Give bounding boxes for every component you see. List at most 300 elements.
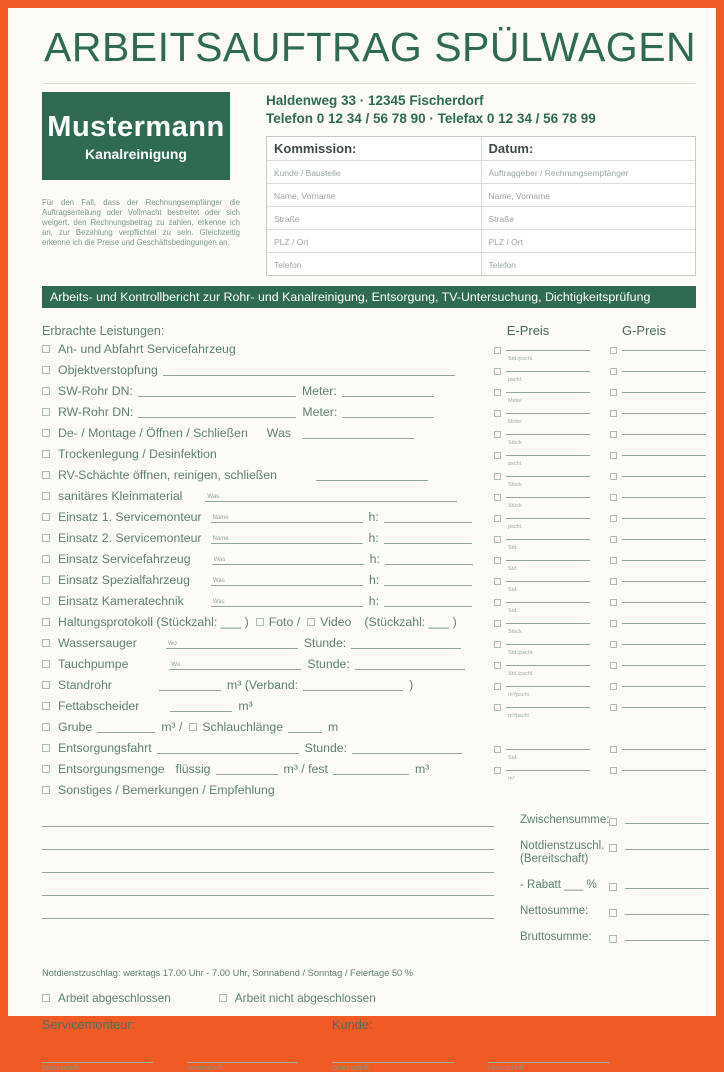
e-preis-checkbox[interactable] [494,389,501,396]
e-preis-line[interactable] [506,560,590,561]
g-preis-line[interactable] [622,476,706,477]
e-preis-cell [494,470,598,488]
e-preis-checkbox[interactable] [494,746,501,753]
e-preis-checkbox[interactable] [494,767,501,774]
kommission-header: Kommission: [274,141,357,156]
e-preis-checkbox[interactable] [494,494,501,501]
g-preis-checkbox[interactable] [610,389,617,396]
e-preis-cell [494,344,598,362]
write-in-line[interactable] [212,552,364,565]
service-row-left [42,762,494,776]
summary-label: Nettosumme: [520,905,589,917]
unit-label: m³ [508,775,515,782]
summary-amount-line[interactable] [625,931,709,941]
write-in-line[interactable] [351,636,461,649]
service-row [42,611,696,635]
service-checkbox[interactable] [42,534,50,542]
e-preis-line[interactable] [506,749,590,750]
table-field[interactable] [481,207,696,229]
write-in-line[interactable] [384,594,472,607]
write-in-line[interactable] [157,741,299,754]
table-field[interactable] [267,253,481,275]
g-preis-line[interactable] [622,560,706,561]
write-in-line[interactable] [159,678,221,691]
summary-label: Zwischensumme: [520,814,610,826]
signature-kunde-druckschrift[interactable] [332,1062,454,1072]
e-preis-line[interactable] [506,644,590,645]
row-label: flüssig [175,761,211,776]
service-row [42,359,696,383]
row-label: h: [368,572,380,587]
unit-label: Meter [508,418,523,425]
g-preis-line[interactable] [622,434,706,435]
write-in-line[interactable] [205,489,457,502]
e-preis-line[interactable] [506,602,590,603]
field-hint-label: Name [212,536,229,542]
service-checkbox[interactable] [42,450,50,458]
e-preis-line[interactable] [506,539,590,540]
g-preis-cell [610,617,714,627]
g-preis-line[interactable] [622,686,706,687]
write-in-line[interactable] [333,762,409,775]
e-preis-line[interactable] [506,686,590,687]
e-preis-line[interactable] [506,623,590,624]
e-preis-line[interactable] [506,665,590,666]
field-hint-label: Was [212,578,225,584]
write-in-line[interactable] [211,531,363,544]
g-preis-checkbox[interactable] [610,641,617,648]
summary-checkbox[interactable] [609,909,617,917]
service-checkbox[interactable] [42,618,50,626]
g-preis-cell [610,701,714,711]
table-row [267,252,695,275]
write-in-line[interactable] [384,531,472,544]
service-checkbox[interactable] [42,765,50,773]
remarks-line[interactable] [42,827,494,850]
write-in-line[interactable] [138,384,296,397]
e-preis-line[interactable] [506,770,590,771]
write-in-line[interactable] [302,426,414,439]
g-preis-checkbox[interactable] [610,347,617,354]
row-label: Foto / [268,614,301,629]
g-preis-checkbox[interactable] [610,704,617,711]
e-preis-cell [494,596,598,614]
report-banner: Arbeits- und Kontrollbericht zur Rohr- und Kanalreinigung, Entsorgung, TV-Untersuchung, Dichtigkeitsprüfung [42,286,696,308]
remarks-line[interactable] [42,850,494,873]
company-phone: Telefon 0 12 34 / 56 78 90 · Telefax 0 12 34 / 56 78 99 [266,111,596,126]
e-preis-checkbox[interactable] [494,599,501,606]
table-field[interactable] [267,184,481,206]
druckschrift-label: Druckschrift [332,1065,369,1072]
write-in-line[interactable] [166,636,298,649]
remarks-line[interactable] [42,804,494,827]
service-row-left [42,426,494,440]
summary-checkbox[interactable] [609,883,617,891]
service-row-left [42,363,494,377]
service-checkbox[interactable] [42,555,50,563]
g-preis-cell [610,680,714,690]
g-preis-line[interactable] [622,539,706,540]
summary-checkbox[interactable] [609,935,617,943]
row-label: Schlauchlänge [202,719,284,734]
service-row-left [42,615,494,629]
service-row-left [42,384,494,398]
e-preis-line[interactable] [506,581,590,582]
e-preis-line[interactable] [506,392,590,393]
g-preis-checkbox[interactable] [610,599,617,606]
write-in-line[interactable] [288,720,322,733]
e-preis-checkbox[interactable] [494,431,501,438]
g-preis-cell [610,596,714,606]
e-preis-line[interactable] [506,413,590,414]
table-field[interactable] [481,253,696,275]
g-preis-checkbox[interactable] [610,683,617,690]
field-hint-label: Wo [167,641,177,647]
table-field[interactable] [481,230,696,252]
service-checkbox[interactable] [42,723,50,731]
field-label: Telefon [488,260,516,270]
label-arbeit-nicht-abgeschlossen: Arbeit nicht abgeschlossen [234,991,376,1005]
service-row-left [42,657,494,671]
service-row [42,779,696,800]
g-preis-line[interactable] [622,371,706,372]
e-preis-cell [494,743,598,761]
row-label: Fettabscheider [58,698,140,713]
unit-label: Std. [508,754,518,761]
g-preis-cell [610,575,714,585]
e-preis-checkbox[interactable] [494,620,501,627]
service-row [42,695,696,719]
form-page [8,8,716,1072]
g-preis-cell [610,407,714,417]
summary-amount-line[interactable] [625,840,709,850]
service-checkbox[interactable] [42,387,50,395]
e-preis-checkbox[interactable] [494,473,501,480]
write-in-line[interactable] [211,594,363,607]
signature-monteur-unterschrift[interactable] [187,1062,298,1072]
row-label: RV-Schächte öffnen, reinigen, schließen [58,467,277,482]
table-field[interactable] [267,161,481,183]
e-preis-checkbox[interactable] [494,662,501,669]
g-preis-cell [610,491,714,501]
g-preis-checkbox[interactable] [610,368,617,375]
service-row-left [42,741,494,755]
field-label: PLZ / Ort [274,237,309,247]
row-label: Video [320,614,352,629]
summary-checkbox[interactable] [609,818,617,826]
row-label: Einsatz Servicefahrzeug [58,551,191,566]
e-preis-checkbox[interactable] [494,683,501,690]
service-row-left [42,468,494,482]
g-preis-line[interactable] [622,707,706,708]
g-preis-checkbox[interactable] [610,578,617,585]
field-label: Straße [274,214,300,224]
unit-label: Std./pschl. [508,670,534,677]
option-checkbox[interactable] [256,618,264,626]
row-label: Stunde: [303,635,347,650]
g-preis-line[interactable] [622,581,706,582]
g-preis-checkbox[interactable] [610,620,617,627]
g-preis-line[interactable] [622,392,706,393]
summary-checkbox[interactable] [609,844,617,852]
service-row-left [42,531,494,545]
write-in-line[interactable] [385,552,473,565]
service-row [42,653,696,677]
e-preis-cell [494,575,598,593]
row-label: h: [369,551,380,566]
row-label: Stunde: [307,656,350,671]
row-label: Wassersauger [58,635,137,650]
service-checkbox[interactable] [42,681,50,689]
row-label: m³ (Verband: [227,677,299,692]
remarks-line[interactable] [42,873,494,896]
service-row-left [42,489,494,503]
datum-header: Datum: [481,137,696,160]
row-label: m³ / [161,719,183,734]
checkbox-arbeit-nicht-abgeschlossen[interactable] [219,994,227,1002]
g-preis-checkbox[interactable] [610,431,617,438]
g-preis-checkbox[interactable] [610,515,617,522]
unit-label: Meter [508,397,523,404]
e-preis-checkbox[interactable] [494,515,501,522]
e-preis-cell [494,407,598,425]
service-checkbox[interactable] [42,408,50,416]
g-preis-line[interactable] [622,413,706,414]
write-in-line[interactable] [384,510,472,523]
checkbox-arbeit-abgeschlossen[interactable] [42,994,50,1002]
g-preis-line[interactable] [622,602,706,603]
g-preis-checkbox[interactable] [610,452,617,459]
e-preis-cell [494,554,598,572]
e-preis-checkbox[interactable] [494,536,501,543]
g-preis-checkbox[interactable] [610,767,617,774]
summary-amount-line[interactable] [625,879,709,889]
service-checkbox[interactable] [42,513,50,521]
service-row-left [42,573,494,587]
g-preis-line[interactable] [622,455,706,456]
service-checkbox[interactable] [42,786,50,794]
services-header: Erbrachte Leistungen: [42,324,165,338]
e-preis-checkbox[interactable] [494,347,501,354]
service-row-left [42,594,494,608]
service-row [42,338,696,362]
unit-label: Std. [508,544,518,551]
field-hint-label: Was [213,557,226,563]
write-in-line[interactable] [169,657,301,670]
write-in-line[interactable] [216,762,278,775]
field-label: Straße [488,214,515,224]
row-label: h: [368,530,379,545]
e-preis-cell [494,617,598,635]
e-preis-cell [494,428,598,446]
write-in-line[interactable] [355,657,465,670]
write-in-line[interactable] [352,741,462,754]
write-in-line[interactable] [384,573,472,586]
g-preis-line[interactable] [622,350,706,351]
e-preis-line[interactable] [506,518,590,519]
service-row [42,485,696,509]
e-preis-checkbox[interactable] [494,641,501,648]
row-label: h: [368,509,379,524]
summary-block [494,804,709,957]
e-preis-cell [494,449,598,467]
service-row [42,506,696,530]
row-label: sanitäres Kleinmaterial [58,488,183,503]
service-row [42,527,696,551]
unit-label: m³/pschl. [508,691,531,698]
kunde-header: Kunde: [332,1017,373,1032]
g-preis-checkbox[interactable] [610,473,617,480]
service-row-left [42,510,494,524]
summary-row [520,931,709,944]
summary-amount-line[interactable] [625,814,709,824]
e-preis-line[interactable] [506,371,590,372]
table-field[interactable] [481,184,696,206]
service-row [42,632,696,656]
g-preis-cell [610,764,714,774]
servicemonteur-header: Servicemonteur: [42,1017,136,1032]
g-preis-checkbox[interactable] [610,494,617,501]
e-preis-line[interactable] [506,455,590,456]
write-in-line[interactable] [316,468,428,481]
company-address: Haldenweg 33 · 12345 Fischerdorf [266,93,484,108]
e-preis-line[interactable] [506,350,590,351]
signature-monteur-druckschrift[interactable] [42,1062,153,1072]
g-preis-checkbox[interactable] [610,557,617,564]
signature-kunde-unterschrift[interactable] [488,1062,610,1072]
row-label: m³ [238,698,253,713]
table-row [267,229,695,252]
g-preis-cell [610,512,714,522]
row-label: Entsorgungsfahrt [58,740,152,755]
service-checkbox[interactable] [42,660,50,668]
title-divider [42,83,696,84]
row-label: Trockenlegung / Desinfektion [58,446,217,461]
unit-label: pschl. [508,460,523,467]
row-label: Objektverstopfung [58,362,158,377]
e-preis-cell [494,365,598,383]
row-label: m³ / fest [283,761,328,776]
company-subtitle: Kanalreinigung [85,145,187,162]
label-arbeit-abgeschlossen: Arbeit abgeschlossen [58,991,171,1005]
table-field[interactable] [267,207,481,229]
table-field[interactable] [481,161,696,183]
g-preis-header: G-Preis [621,323,667,338]
row-label: Einsatz 1. Servicemonteur [58,509,202,524]
service-row [42,737,696,761]
row-label: Einsatz Kameratechnik [58,593,184,608]
service-row [42,758,696,782]
table-row [267,160,695,183]
g-preis-line[interactable] [622,770,706,771]
row-label: Einsatz Spezialfahrzeug [58,572,190,587]
row-label: Tauchpumpe [58,656,129,671]
summary-amount-line[interactable] [625,905,709,915]
field-hint-label: Name [212,515,229,521]
g-preis-line[interactable] [622,497,706,498]
g-preis-line[interactable] [622,644,706,645]
g-preis-line[interactable] [622,665,706,666]
write-in-line[interactable] [342,384,434,397]
e-preis-line[interactable] [506,434,590,435]
service-row-left [42,405,494,419]
row-label: Was [266,425,291,440]
write-in-line[interactable] [163,363,455,376]
unit-label: m³/pschl. [508,712,531,719]
unit-label: pschl. [508,376,523,383]
write-in-line[interactable] [342,405,434,418]
e-preis-line[interactable] [506,497,590,498]
write-in-line[interactable] [138,405,296,418]
g-preis-line[interactable] [622,518,706,519]
write-in-line[interactable] [303,678,403,691]
remarks-line[interactable] [42,896,494,919]
page-title: ARBEITSAUFTRAG SPÜLWAGEN [44,24,697,70]
option-checkbox[interactable] [189,723,197,731]
service-row [42,590,696,614]
g-preis-cell [610,386,714,396]
row-label: Entsorgungsmenge [58,761,165,776]
notdienst-note: Notdienstzuschlag: werktags 17.00 Uhr - 7.00 Uhr, Sonnabend / Sonntag / Feiertage 50 % [42,968,414,978]
service-row-left [42,342,494,356]
write-in-line[interactable] [211,573,363,586]
g-preis-checkbox[interactable] [610,746,617,753]
e-preis-checkbox[interactable] [494,557,501,564]
g-preis-cell [610,428,714,438]
unit-label: Std. [508,565,518,572]
e-preis-cell [494,659,598,677]
service-checkbox[interactable] [42,639,50,647]
service-checkbox[interactable] [42,345,50,353]
g-preis-line[interactable] [622,623,706,624]
unterschrift-label: Unterschrift [488,1065,524,1072]
write-in-line[interactable] [211,510,363,523]
service-checkbox[interactable] [42,366,50,374]
field-label: Telefon [274,260,302,270]
service-checkbox[interactable] [42,597,50,605]
service-checkbox[interactable] [42,471,50,479]
e-preis-line[interactable] [506,476,590,477]
write-in-line[interactable] [170,699,232,712]
option-checkbox[interactable] [307,618,315,626]
service-checkbox[interactable] [42,702,50,710]
g-preis-checkbox[interactable] [610,662,617,669]
g-preis-cell [610,659,714,669]
table-field[interactable] [267,230,481,252]
e-preis-checkbox[interactable] [494,452,501,459]
row-label: Stunde: [304,740,348,755]
g-preis-checkbox[interactable] [610,410,617,417]
disclaimer-text: Für den Fall, dass der Rechnungsempfänger die Auftragserteilung oder Vollmacht bestreitet oder sich weigert, den Rechnungsbetrag zu zahlen, erkenne ich an, zur Bezahlung verpflichtet zu sein. Gleichzeitig erkenne ich die Preise und Geschäftsbedingungen an. [42,198,240,247]
e-preis-checkbox[interactable] [494,368,501,375]
write-in-line[interactable] [97,720,155,733]
e-preis-cell [494,491,598,509]
service-checkbox[interactable] [42,576,50,584]
e-preis-line[interactable] [506,707,590,708]
g-preis-line[interactable] [622,749,706,750]
g-preis-checkbox[interactable] [610,536,617,543]
e-preis-checkbox[interactable] [494,704,501,711]
e-preis-checkbox[interactable] [494,578,501,585]
service-row-left [42,678,494,692]
e-preis-checkbox[interactable] [494,410,501,417]
service-checkbox[interactable] [42,492,50,500]
summary-label: - Rabatt ___ % [520,879,597,891]
service-checkbox[interactable] [42,744,50,752]
service-row-left [42,699,494,713]
e-preis-cell [494,701,598,719]
service-checkbox[interactable] [42,429,50,437]
